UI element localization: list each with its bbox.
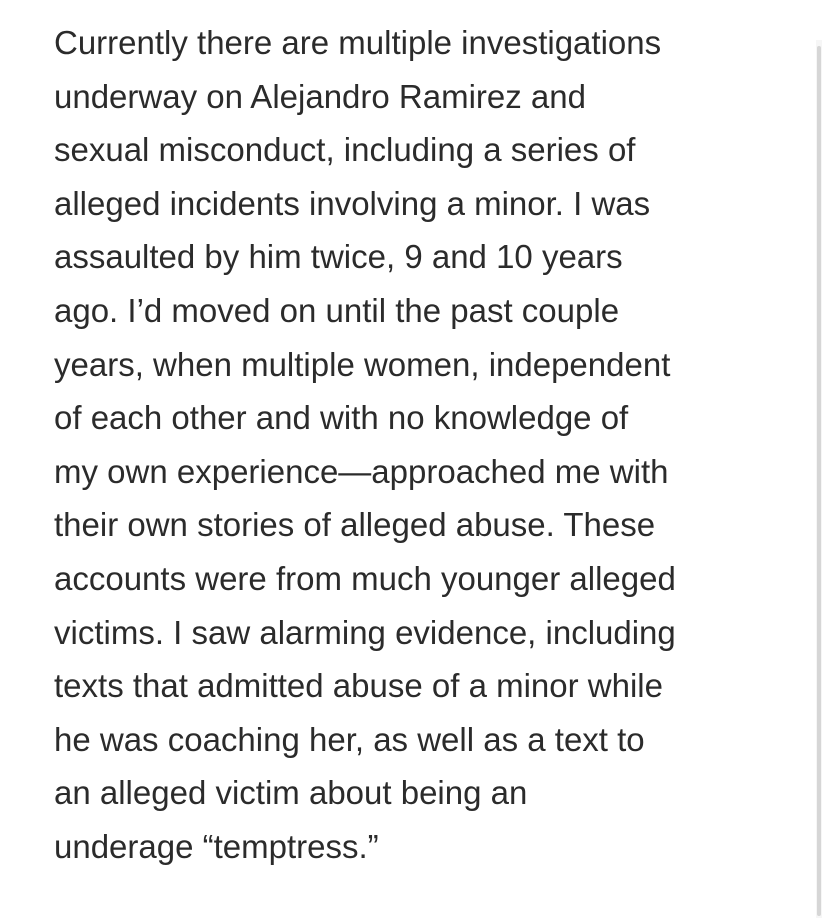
text-line: my own experience—approached me with <box>54 452 669 490</box>
text-line: ago. I’d moved on until the past couple <box>54 291 620 329</box>
text-line: underage “temptress.” <box>54 827 379 865</box>
text-line: he was coaching her, as well as a text to <box>54 720 645 758</box>
text-line: an alleged victim about being an <box>54 774 528 812</box>
body-paragraph <box>54 16 794 874</box>
scrollbar-thumb[interactable] <box>817 46 821 916</box>
text-line: victims. I saw alarming evidence, including <box>54 613 676 651</box>
text-line: of each other and with no knowledge of <box>54 399 629 437</box>
text-line: Currently there are multiple investigations <box>54 24 662 61</box>
text-line: assaulted by him twice, 9 and 10 years <box>54 238 623 276</box>
text-line: years, when multiple women, independent <box>54 345 671 383</box>
text-line: sexual misconduct, including a series of <box>54 131 636 169</box>
text-line: alleged incidents involving a minor. I was <box>54 184 651 222</box>
text-line: their own stories of alleged abuse. These <box>54 506 656 544</box>
text-line: accounts were from much younger alleged <box>54 559 676 597</box>
text-line: underway on Alejandro Ramirez and <box>54 77 586 115</box>
text-line: texts that admitted abuse of a minor while <box>54 667 663 705</box>
